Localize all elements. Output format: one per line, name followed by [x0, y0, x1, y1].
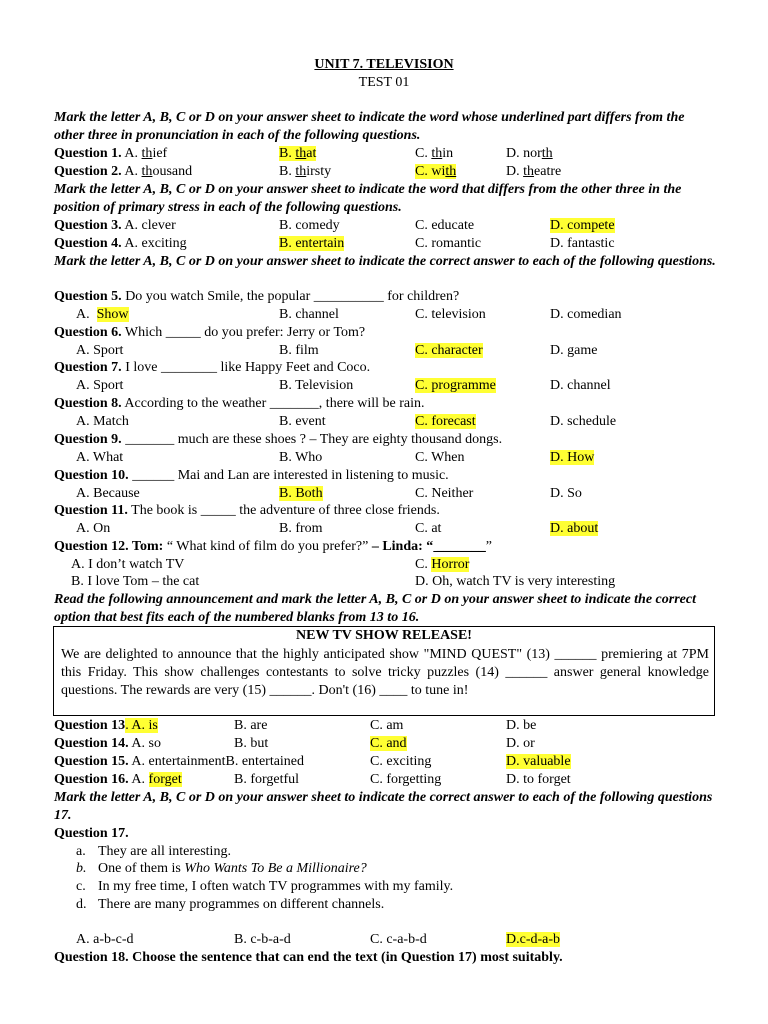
- q1-option-c[interactable]: [415, 145, 453, 163]
- question-text: “ What kind of film do you prefer?”: [163, 539, 372, 554]
- question-label: Question 17.: [54, 826, 129, 841]
- option-underlined: th: [295, 146, 307, 161]
- q7-option-d[interactable]: D. channel: [550, 378, 611, 393]
- q11-option-d[interactable]: [550, 520, 598, 538]
- highlighted-answer: D. about: [550, 521, 599, 536]
- question-label: Question 5.: [54, 289, 122, 304]
- q13-option-c[interactable]: C. am: [370, 718, 404, 733]
- q14-option-b[interactable]: B. but: [234, 736, 269, 751]
- question-5: [54, 288, 459, 306]
- question-13: [54, 717, 158, 735]
- q14-option-d[interactable]: D. or: [506, 736, 535, 751]
- instruction-reading: Read the following announcement and mark the letter A, B, C or D on your answer sheet to indicate the correct option that best fits each of the numbered blanks from 13 to 16.: [54, 592, 696, 625]
- question-14: [54, 735, 161, 753]
- question-label: Question 4.: [54, 236, 122, 251]
- option-a[interactable]: A. clever: [124, 218, 176, 233]
- question-12: [54, 538, 492, 556]
- question-text: The book is _____ the adventure of three close friends.: [127, 503, 440, 518]
- highlighted-answer: C. and: [370, 736, 407, 751]
- highlighted-answer: Show: [96, 307, 129, 322]
- q5-option-a[interactable]: A. Show: [76, 307, 129, 322]
- q13-option-d[interactable]: D. be: [506, 718, 537, 733]
- question-label: Question 6.: [54, 325, 122, 340]
- question-16: [54, 771, 182, 789]
- announcement-text: We are delighted to announce that the highly anticipated show "MIND QUEST" (13) ______ premiering at 7PM this Friday. This show challenges contestants to solve tricky puzzles (14) ______ answer general knowledge questions. The rewards are very (15) ______. Don't (16) ____ to tune in!: [61, 647, 709, 698]
- question-label: Question 9.: [54, 432, 122, 447]
- option-a-suffix: ousand: [152, 164, 193, 179]
- q9-option-b[interactable]: B. Who: [279, 450, 323, 465]
- highlighted-answer: D. compete: [550, 218, 615, 233]
- q2-option-d[interactable]: [506, 163, 561, 181]
- question-10: [54, 467, 449, 485]
- q17-option-a[interactable]: A. a-b-c-d: [76, 932, 134, 947]
- instruction-arrange: Mark the letter A, B, C or D on your answer sheet to indicate the correct answer to each of the following questions 17.: [54, 790, 713, 823]
- q15-option-d[interactable]: [506, 753, 571, 771]
- q7-option-c[interactable]: [415, 377, 496, 395]
- instruction-correct-answer: Mark the letter A, B, C or D on your answer sheet to indicate the correct answer to each of the following questions.: [54, 254, 716, 269]
- question-11: [54, 502, 440, 520]
- highlighted-answer: D.c-d-a-b: [506, 932, 561, 947]
- item-letter: a.: [76, 844, 86, 859]
- option-prefix: C.: [415, 146, 432, 161]
- q10-option-a[interactable]: A. Because: [76, 486, 140, 501]
- highlighted-answer: C. character: [415, 343, 483, 358]
- q17-option-c[interactable]: C. c-a-b-d: [370, 932, 427, 947]
- sentence-a: [76, 843, 231, 861]
- question-15: [54, 753, 304, 771]
- question-1: [54, 145, 167, 163]
- announcement-box: [53, 626, 715, 716]
- announcement-title: NEW TV SHOW RELEASE!: [296, 628, 472, 643]
- question-text: ______ Mai and Lan are interested in listening to music.: [128, 468, 449, 483]
- question-17: [54, 825, 129, 843]
- q6-option-b[interactable]: B. film: [279, 343, 319, 358]
- question-label: Question 14.: [54, 736, 129, 751]
- highlighted-answer: B. Both: [279, 486, 323, 501]
- q7-option-a[interactable]: A. Sport: [76, 378, 124, 393]
- q8-option-d[interactable]: D. schedule: [550, 414, 617, 429]
- instruction-stress: Mark the letter A, B, C or D on your answer sheet to indicate the word that differs from the other three in the position of primary stress in each of the following questions.: [54, 182, 682, 215]
- q4-option-b[interactable]: [279, 235, 344, 253]
- q10-option-b[interactable]: [279, 485, 323, 503]
- q17-option-d[interactable]: [506, 931, 560, 949]
- question-label: Question 3.: [54, 218, 122, 233]
- q4-option-d[interactable]: D. fantastic: [550, 236, 615, 251]
- question-label: Question 13: [54, 718, 126, 733]
- question-6: [54, 324, 365, 342]
- option-a-prefix: A.: [124, 146, 142, 161]
- option-prefix: B.: [279, 164, 296, 179]
- highlighted-answer: B. entertain: [279, 236, 345, 251]
- question-8: [54, 395, 425, 413]
- option-underlined: th: [523, 164, 535, 179]
- question-label: Question 1.: [54, 146, 122, 161]
- instruction-pronunciation: Mark the letter A, B, C or D on your answer sheet to indicate the word whose underlined part differs from the other three in pronunciation in each of the following questions.: [54, 110, 685, 143]
- q7-option-b[interactable]: B. Television: [279, 378, 354, 393]
- option-underlined: th: [445, 164, 457, 179]
- option-underlined: th: [541, 146, 553, 161]
- q10-option-d[interactable]: D. So: [550, 486, 582, 501]
- question-text: _______ much are these shoes ? – They are eighty thousand dongs.: [121, 432, 503, 447]
- q17-option-b[interactable]: B. c-b-a-d: [234, 932, 291, 947]
- item-letter: c.: [76, 879, 86, 894]
- question-label: Question 2.: [54, 164, 122, 179]
- highlighted-answer: D. How: [550, 450, 595, 465]
- option-suffix: in: [442, 146, 454, 161]
- option-prefix: C. wi: [415, 164, 446, 179]
- q6-option-c[interactable]: [415, 342, 483, 360]
- speaker-label: – Linda: “: [371, 539, 434, 554]
- sentence-c: [76, 878, 453, 896]
- sentence-d: [76, 896, 384, 914]
- q8-option-a[interactable]: A. Match: [76, 414, 129, 429]
- q16-option-d[interactable]: D. to forget: [506, 772, 571, 787]
- q16-option-c[interactable]: C. forgetting: [370, 772, 442, 787]
- option-a-underlined: th: [141, 164, 153, 179]
- highlighted-answer: D. valuable: [506, 754, 571, 769]
- page-title: UNIT 7. TELEVISION: [314, 57, 454, 72]
- q12-option-a[interactable]: A. I don’t watch TV: [71, 557, 185, 572]
- question-label: Question 15.: [54, 754, 129, 769]
- option-prefix: C.: [415, 557, 432, 572]
- option-a[interactable]: A. entertainment: [128, 754, 226, 769]
- q5-option-b[interactable]: B. channel: [279, 307, 339, 322]
- option-suffix: eatre: [534, 164, 562, 179]
- q8-option-b[interactable]: B. event: [279, 414, 326, 429]
- question-label: Question 7.: [54, 360, 122, 375]
- option-a-suffix: ief: [152, 146, 168, 161]
- q11-option-a[interactable]: A. On: [76, 521, 111, 536]
- question-9: [54, 431, 502, 449]
- q2-option-b[interactable]: [279, 163, 331, 181]
- item-letter: b.: [76, 861, 87, 876]
- option-prefix: B.: [279, 146, 296, 161]
- q1-option-b[interactable]: [279, 145, 316, 163]
- q3-option-c[interactable]: C. educate: [415, 218, 475, 233]
- q12-option-b[interactable]: B. I love Tom – the cat: [71, 574, 200, 589]
- q14-option-c[interactable]: [370, 735, 407, 753]
- option-prefix: D.: [506, 164, 524, 179]
- option-a[interactable]: A. exciting: [124, 236, 187, 251]
- q12-option-c[interactable]: [415, 556, 469, 574]
- option-a[interactable]: A. so: [128, 736, 161, 751]
- q6-option-a[interactable]: A. Sport: [76, 343, 124, 358]
- item-title: Who Wants To Be a Millionaire?: [184, 861, 367, 876]
- item-text: There are many programmes on different channels.: [98, 897, 385, 912]
- highlighted-answer[interactable]: forget: [148, 772, 182, 787]
- q11-option-b[interactable]: B. from: [279, 521, 323, 536]
- question-3: [54, 217, 176, 235]
- q9-option-c[interactable]: C. When: [415, 450, 465, 465]
- question-2: [54, 163, 192, 181]
- question-label: Question 10.: [54, 468, 129, 483]
- q13-option-b[interactable]: B. are: [234, 718, 268, 733]
- q1-option-d[interactable]: [506, 145, 553, 163]
- page-subtitle: TEST 01: [358, 75, 410, 90]
- q5-option-d[interactable]: D. comedian: [550, 307, 622, 322]
- closing-quote: ”: [485, 539, 493, 554]
- item-text: In my free time, I often watch TV programmes with my family.: [98, 879, 454, 894]
- option-suffix: irsty: [306, 164, 332, 179]
- highlighted-answer: C. forecast: [415, 414, 476, 429]
- q10-option-c[interactable]: C. Neither: [415, 486, 474, 501]
- question-4: [54, 235, 187, 253]
- question-text: I love ________ like Happy Feet and Coco.: [121, 360, 371, 375]
- option-b[interactable]: B. entertained: [225, 754, 305, 769]
- question-text: According to the weather _______, there will be rain.: [121, 396, 425, 411]
- q3-option-b[interactable]: B. comedy: [279, 218, 340, 233]
- question-18: Question 18. Choose the sentence that can end the text (in Question 17) most suitably.: [54, 950, 563, 965]
- q4-option-c[interactable]: C. romantic: [415, 236, 482, 251]
- option-a-prefix: A.: [124, 164, 142, 179]
- option-a-underlined: th: [141, 146, 153, 161]
- question-7: [54, 359, 370, 377]
- answer-blank: _______: [433, 539, 486, 554]
- q9-option-a[interactable]: A. What: [76, 450, 124, 465]
- highlighted-answer: C. programme: [415, 378, 496, 393]
- q16-option-b[interactable]: B. forgetful: [234, 772, 300, 787]
- question-label: Question 12. Tom:: [54, 539, 164, 554]
- q2-option-c[interactable]: [415, 163, 456, 181]
- q12-option-d[interactable]: D. Oh, watch TV is very interesting: [415, 574, 616, 589]
- question-text: Do you watch Smile, the popular __________ for children?: [121, 289, 460, 304]
- option-suffix: at: [306, 146, 317, 161]
- q15-option-c[interactable]: C. exciting: [370, 754, 432, 769]
- item-letter: d.: [76, 897, 87, 912]
- option-a-prefix: A.: [128, 772, 149, 787]
- q6-option-d[interactable]: D. game: [550, 343, 598, 358]
- question-label: Question 8.: [54, 396, 122, 411]
- sentence-b: [76, 860, 367, 878]
- q11-option-c[interactable]: C. at: [415, 521, 442, 536]
- highlighted-answer: Horror: [431, 557, 470, 572]
- option-prefix: D. nor: [506, 146, 542, 161]
- question-label: Question 11.: [54, 503, 128, 518]
- option-underlined: th: [295, 164, 307, 179]
- highlighted-answer[interactable]: . A. is: [125, 718, 158, 733]
- q5-option-c[interactable]: C. television: [415, 307, 486, 322]
- option-underlined: th: [431, 146, 443, 161]
- q3-option-d[interactable]: [550, 217, 615, 235]
- question-label: Question 16.: [54, 772, 129, 787]
- q8-option-c[interactable]: [415, 413, 476, 431]
- q9-option-d[interactable]: [550, 449, 594, 467]
- item-text: They are all interesting.: [98, 844, 231, 859]
- item-text: One of them is: [98, 861, 185, 876]
- question-text: Which _____ do you prefer: Jerry or Tom?: [121, 325, 366, 340]
